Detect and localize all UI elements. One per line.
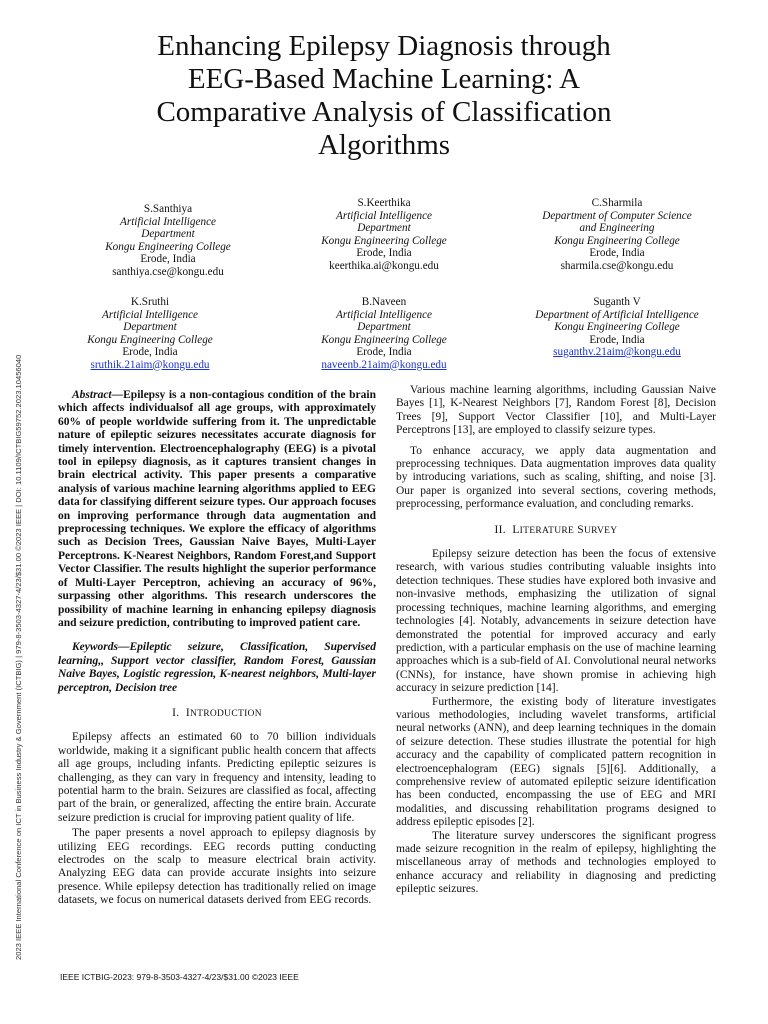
page-footer: IEEE ICTBIG-2023: 979-8-3503-4327-4/23/$31.00 ©2023 IEEE (60, 972, 299, 982)
paragraph: Various machine learning algorithms, including Gaussian Naive Bayes [1], K-Nearest Neighbors [7], Random Forest [8], Decision Trees [9], Support Vector Classifier [10], and Multi-Layer Perceptrons [13], are employed to classify seizure types. (396, 384, 716, 437)
author-location: Erode, India (122, 346, 178, 358)
author-name: B.Naveen (361, 296, 407, 308)
abstract-text: Epilepsy is a non-contagious condition of the brain which affects individualsof all age groups, with approximately 60% of people worldwide suffering from it. The unpredictable nature of epileptic seizures necessitates accurate diagnosis for timely intervention. Electroencephalography (EEG) is a pivotal tool in epilepsy diagnosis, as it captures transient changes in brain electrical activity. This paper presents a comparative analysis of various machine learning algorithms applied to EEG data for classifying different seizure types. Our approach focuses on improving performance through data augmentation and preprocessing techniques. We explore the efficacy of algorithms such as Decision Trees, Gaussian Naive Bayes, Multi-Layer Perceptrons. K-Nearest Neighbors, Random Forest,and Support Vector Classifier. The results highlight the superior performance of Multi-Layer Perceptron, achieving an accuracy of 96%, surpassing other algorithms. This research underscores the possibility of machine learning in enhancing epilepsy diagnosis and seizure prediction, contributing to improved patient care. (58, 389, 376, 629)
author-dept: Department (141, 228, 195, 240)
paragraph: To enhance accuracy, we apply data augmentation and preprocessing techniques. Data augmentation improves data quality by introducing variations, such as scaling, shifting, and noise [3]. Our paper is organized into several sections, covering methods, preprocessing, performance evaluation, and concluding remarks. (396, 444, 716, 511)
author-block (73, 203, 263, 278)
author-name: K.Sruthi (130, 296, 170, 308)
author-email-link[interactable]: naveenb.21aim@kongu.edu (321, 358, 447, 371)
section-heading-literature-survey: II. LITERATURE SURVEY (494, 523, 618, 536)
paragraph: Epilepsy seizure detection has been the focus of extensive research, with various studies contributing valuable insights into detection techniques. These studies have explored both invasive and non-invasive methods, emphasizing the utilization of signal processing techniques, machine learning algorithms, and emerging technologies [4]. Notably, advancements in seizure detection have demonstrated the potential for improved accuracy and early prediction, with a particular emphasis on the use of machine learning approaches which is a sub-field of AI. Convolutional neural networks (CNNs), for instance, have shown promise in achieving high accuracy in seizure prediction [14]. (396, 548, 717, 695)
sidebar-citation-text: 2023 IEEE International Conference on ICT in Business Industry & Government (ICTBIG) | 979-8-3503-4327-4/23/$31.00 ©2023 IEEE | DOI: 10.1109/ICTBIG59752.2023.10456040 (14, 354, 23, 960)
author-org: Kongu Engineering College (554, 234, 680, 247)
left-column (58, 389, 376, 915)
paragraph: Furthermore, the existing body of literature investigates various methodologies, including wavelet transforms, artificial neural networks (ANN), and deep learning techniques in the domain of seizure detection. These studies illustrate the potential for high accuracy and the capability of complicated pattern recognition in electroencephalogram (EEG) signals [5][6]. Additionally, a comprehensive review of automated epileptic seizure identification has been conducted, encompassing the use of EEG and MRI modalities, and discussing rehabilitation programs designed to address epileptic episodes [2]. (396, 695, 716, 829)
author-block (522, 296, 712, 359)
author-location: Erode, India (589, 333, 645, 346)
author-dept: Department of Computer Science (542, 209, 692, 222)
sidebar-citation (14, 250, 28, 960)
paragraph: The paper presents a novel approach to epilepsy diagnosis by utilizing EEG recordings. EEG records putting conducting electrodes on the scalp to measure electrical brain activity. Analyzing EEG data can provide accurate insights into seizure presence. While epilepsy detection has traditionally relied on image datasets, we focus on numerical datasets derived from EEG records. (58, 827, 376, 907)
author-dept: Department of Artificial Intelligence (535, 308, 699, 321)
section-heading-introduction: I. INTRODUCTION (172, 706, 262, 719)
author-name: Suganth V (593, 296, 641, 308)
abstract: Abstract—Epilepsy is a non-contagious condition of the brain which affects individualsof all age groups, with approximately 60% of people worldwide suffering from it. The unpredictable nature of epileptic seizures necessitates accurate diagnosis for timely intervention. Electroencephalography (EEG) is a pivotal tool in epilepsy diagnosis, as it captures transient changes in brain electrical activity. This paper presents a comparative analysis of various machine learning algorithms applied to EEG data for classifying different seizure types. Our approach focuses on improving performance through data augmentation and preprocessing techniques. We explore the efficacy of algorithms such as Decision Trees, Gaussian Naive Bayes, Multi-Layer Perceptrons. K-Nearest Neighbors, Random Forest,and Support Vector Classifier. The results highlight the superior performance of Multi-Layer Perceptron, achieving an accuracy of 96%, surpassing other algorithms. This research underscores the possibility of machine learning in enhancing epilepsy diagnosis and seizure prediction, contributing to improved patient care. (58, 389, 376, 629)
author-dept: Department (357, 321, 411, 333)
author-dept: Artificial Intelligence (102, 308, 198, 321)
author-org: Kongu Engineering College (105, 240, 231, 253)
keywords: Keywords—Epileptic seizure, Classification, Supervised learning,, Support vector classifier, Random Forest, Gaussian Naive Bayes, Logistic regression, K-nearest neighbors, Multi-layer perceptron, Decision tree (58, 641, 376, 694)
author-name: C.Sharmila (591, 197, 643, 209)
paragraph: The literature survey underscores the significant progress made seizure recognition in the realm of epilepsy, highlighting the miscellaneous array of methods and technologies employed to enhance accuracy and reliability in diagnosing and predicting epileptic seizures. (396, 829, 716, 896)
author-name: S.Keerthika (357, 197, 411, 209)
author-email-link[interactable]: sruthik.21aim@kongu.edu (90, 358, 210, 371)
author-email: santhiya.cse@kongu.edu (112, 265, 224, 278)
author-dept: Artificial Intelligence (336, 209, 432, 222)
author-location: Erode, India (356, 247, 412, 259)
author-block (522, 197, 712, 272)
author-location: Erode, India (140, 253, 196, 265)
author-location: Erode, India (356, 346, 412, 358)
author-block (55, 296, 245, 371)
author-org: Kongu Engineering College (87, 333, 213, 346)
keywords-label: Keywords (72, 641, 118, 654)
author-email: keerthika.ai@kongu.edu (329, 259, 439, 272)
author-org: Kongu Engineering College (554, 321, 680, 333)
author-block (289, 197, 479, 272)
author-dept: and Engineering (579, 222, 655, 234)
keywords-text: Epileptic seizure, Classification, Supervised learning,, Support vector classifier, Random Forest, Gaussian Naive Bayes, Logistic regression, K-nearest neighbors, Multi-layer perceptron, Decision tree (58, 641, 376, 694)
author-name: S.Santhiya (143, 203, 193, 215)
paper-title: Enhancing Epilepsy Diagnosis through EEG-Based Machine Learning: A Comparative Analysis of Classification Algorithms (156, 30, 612, 161)
author-dept: Artificial Intelligence (120, 215, 216, 228)
author-email: sharmila.cse@kongu.edu (560, 259, 674, 272)
author-location: Erode, India (589, 247, 645, 259)
author-org: Kongu Engineering College (321, 234, 447, 247)
author-dept: Department (357, 222, 411, 234)
right-column (396, 384, 716, 904)
author-org: Kongu Engineering College (321, 333, 447, 346)
author-dept: Department (123, 321, 177, 333)
author-block (289, 296, 479, 371)
abstract-label: Abstract (72, 389, 112, 401)
author-email-link[interactable]: suganthv.21aim@kongu.edu (553, 346, 681, 358)
author-dept: Artificial Intelligence (336, 308, 432, 321)
paragraph: Epilepsy affects an estimated 60 to 70 billion individuals worldwide, making it a significant public health concern that affects all age groups, including infants. Predicting epileptic seizures is challenging, as they can vary in frequency and intensity, leading to potential harm to the brain. Seizures are classified as focal, affecting part of the brain, or generalized, affecting the entire brain. Accurate seizure prediction is crucial for improving patient quality of life. (58, 731, 376, 824)
